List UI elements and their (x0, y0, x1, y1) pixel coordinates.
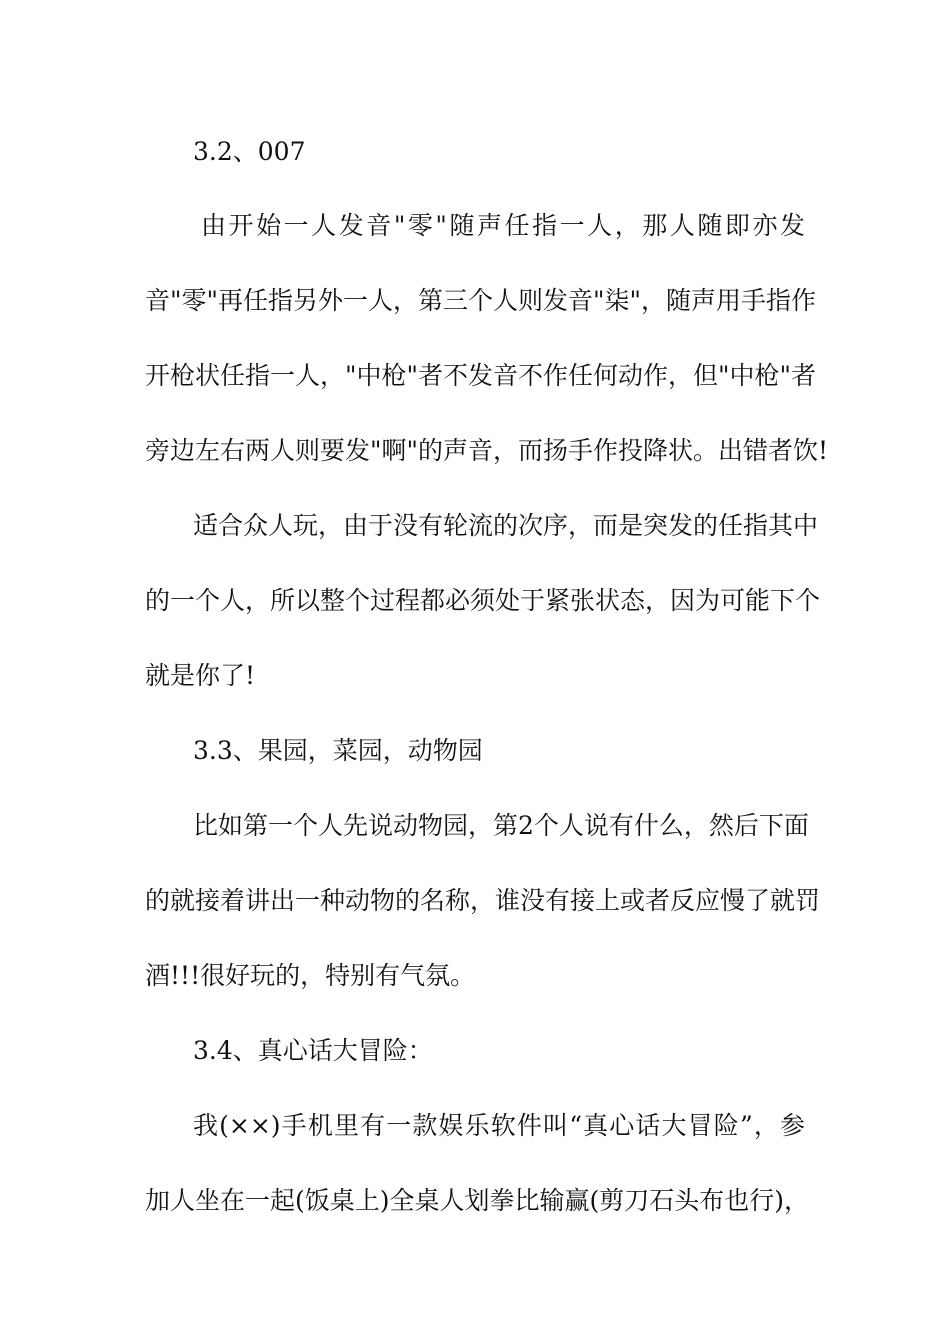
paragraph-line: 的就接着讲出一种动物的名称，谁没有接上或者反应慢了就罚 (145, 886, 821, 915)
paragraph-line: 由开始一人发音"零"随声任指一人，那人随即亦发 (201, 211, 805, 240)
paragraph-line: 就是你了! (145, 661, 256, 690)
paragraph-line: 加人坐在一起(饭桌上)全桌人划拳比输赢(剪刀石头布也行)， (145, 1186, 810, 1215)
paragraph-line: 比如第一个人先说动物园，第2个人说有什么，然后下面 (193, 811, 809, 840)
paragraph-line: 酒!!!很好玩的，特别有气氛。 (145, 961, 476, 990)
paragraph-line: 适合众人玩，由于没有轮流的次序，而是突发的任指其中 (193, 511, 819, 540)
paragraph-line: 我(××)手机里有一款娱乐软件叫“真心话大冒险”，参 (193, 1111, 805, 1140)
section-heading-3-3: 3.3、果园，菜园，动物园 (193, 736, 483, 765)
section-heading-3-4: 3.4、真心话大冒险： (193, 1036, 433, 1065)
paragraph-line: 的一个人，所以整个过程都必须处于紧张状态，因为可能下个 (145, 586, 821, 615)
paragraph-line: 音"零"再任指另外一人，第三个人则发音"柒"，随声用手指作 (145, 286, 816, 315)
paragraph-line: 开枪状任指一人，"中枪"者不发音不作任何动作，但"中枪"者 (145, 361, 816, 390)
paragraph-line: 旁边左右两人则要发"啊"的声音，而扬手作投降状。出错者饮! (145, 436, 829, 465)
section-heading-3-2: 3.2、007 (193, 137, 306, 166)
